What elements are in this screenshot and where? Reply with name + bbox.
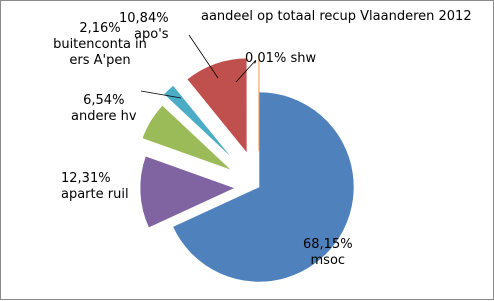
label-msoc bbox=[303, 237, 353, 269]
label-msoc-value: 68,15% bbox=[303, 237, 353, 253]
label-andere-hv-value: 6,54% bbox=[71, 93, 137, 109]
label-msoc-name: msoc bbox=[303, 253, 353, 269]
label-aparte-ruil bbox=[61, 171, 129, 203]
label-shw bbox=[245, 51, 316, 67]
label-andere-hv bbox=[71, 93, 137, 125]
label-buitencontainers-name: buitenconta iners A'pen bbox=[53, 37, 147, 69]
label-apos-name: apo's bbox=[119, 27, 169, 43]
label-aparte-ruil-name: aparte ruil bbox=[61, 187, 129, 203]
label-buitencontainers bbox=[53, 21, 147, 69]
chart-title: aandeel op totaal recup Vlaanderen 2012 bbox=[201, 9, 472, 24]
label-buitencontainers-value: 2,16% bbox=[53, 21, 147, 37]
label-aparte-ruil-value: 12,31% bbox=[61, 171, 129, 187]
label-andere-hv-name: andere hv bbox=[71, 109, 137, 125]
label-shw-value: 0,01% bbox=[245, 51, 286, 66]
label-shw-name: shw bbox=[290, 51, 316, 66]
label-apos-value: 10,84% bbox=[119, 11, 169, 27]
